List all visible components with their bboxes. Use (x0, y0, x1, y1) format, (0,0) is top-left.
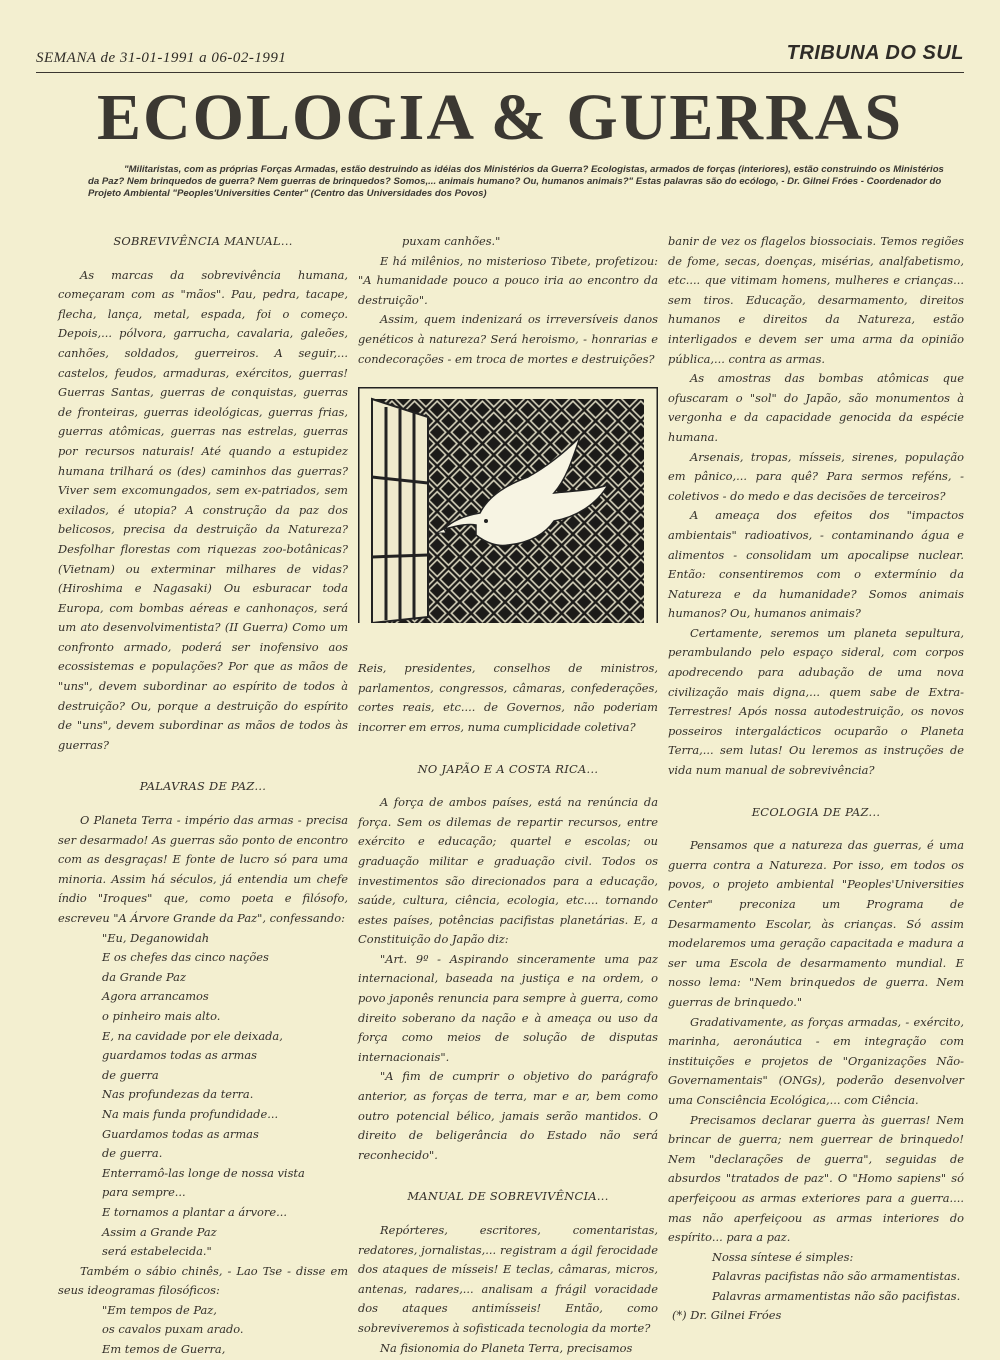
paragraph: As amostras das bombas atômicas que ofuscaram o "sol" do Japão, são monumentos à vergonha e da capacidade genocida da espécie humana. (668, 371, 964, 444)
paragraph: Na fisionomia do Planeta Terra, precisamos (380, 1340, 633, 1355)
poem-line: E os chefes das cinco nações (102, 950, 269, 965)
newspaper-brand: TRIBUNA DO SUL (786, 42, 964, 64)
paragraph: Certamente, seremos um planeta sepultura, perambulando pelo espaço sideral, com corpos apodrecendo para adubação de uma nova civilização mais digna,... quem sabe de Extra-Terrestres! Após nossa autodestruição, os novos posseiros intergalácticos ocuparão o Planeta Terra,... sem lutas! Ou leremos as instruções de vida num manual de sobrevivência? (668, 625, 964, 778)
author-signature: (*) Dr. Gilnei Fróes (672, 1308, 782, 1323)
section-heading-sobrevivencia-manual: SOBREVIVÊNCIA MANUAL... (113, 234, 293, 248)
section-heading-manual-sobrevivencia: MANUAL DE SOBREVIVÊNCIA... (407, 1189, 609, 1204)
poem-line: guardamos todas as armas (102, 1048, 257, 1063)
paragraph: Também o sábio chinês, - Lao Tse - disse em seus ideogramas filosóficos: (58, 1263, 348, 1298)
poem-line: Nas profundezas da terra. (102, 1087, 254, 1102)
section-heading-palavras-de-paz: PALAVRAS DE PAZ... (139, 779, 267, 794)
paragraph: E há milênios, no misterioso Tibete, profetizou: "A humanidade pouco a pouco iria ao encontro da destruição". (358, 253, 658, 307)
poem-line: Na mais funda profundidade... (102, 1106, 279, 1121)
paragraph: Arsenais, tropas, mísseis, sirenes, população em pânico,... para quê? Para sermos reféns, - coletivos - do medo e das decisões de terceiros? (668, 449, 964, 503)
paragraph: banir de vez os flagelos biossociais. Temos regiões de fome, secas, doenças, misérias, analfabetismo, etc.... que vitimam homens, mulheres e crianças... sem tiros. Educação, desarmamento, direitos humanos e direitos da Natureza, estão interligados e devem ser uma arma da opinião pública,... contra as armas. (668, 234, 964, 366)
poem-line: de guerra. (102, 1146, 163, 1161)
poem-line: de guerra (102, 1067, 159, 1082)
poem-line: os cavalos puxam arado. (102, 1322, 244, 1337)
paragraph: Reis, presidentes, conselhos de ministros, parlamentos, congressos, câmaras, confederações, cortes reais, etc.... de Governos, não poderiam incorrer em erros, numa cumplicidade coletiva? (358, 661, 658, 734)
paragraph: A força de ambos países, está na renúncia da força. Sem os dilemas de repartir recursos, entre exército e educação; quartel e escolas; ou graduação militar e graduação civil. Todos os investimentos são direcionados para a educação, saúde, cultura, ciência, ecologia, etc.... tornando estes países, potências pacifistas planetárias. E, a Constituição do Japão diz: (358, 795, 658, 947)
poem-line: "Em tempos de Paz, (102, 1302, 217, 1317)
paragraph: puxam canhões." (402, 234, 501, 248)
poem-line: para sempre... (102, 1185, 186, 1200)
paragraph: Repórteres, escritores, comentaristas, redatores, jornalistas,... registram a ágil ferocidade dos ataques de mísseis! E teclas, câmaras, micros, antenas, radares,... analisam a frágil voracidade dos ataques antimísseis! Então, como sobreviveremos à sofisticada tecnologia da morte? (358, 1223, 658, 1335)
paragraph: Precisamos declarar guerra às guerras! Nem brincar de guerra; nem guerrear de brinquedo! Nem "declarações de guerra", seguidas de absurdos "tratados de paz". O "Homo sapiens" só aperfeiçoou as armas exteriores para a guerra.... mas não aperfeiçoou as armas interiores do espírito... para a paz. (668, 1112, 964, 1245)
section-heading-japao-costa-rica: NO JAPÃO E A COSTA RICA... (417, 761, 599, 776)
column-1 (58, 232, 348, 1360)
poem (58, 929, 348, 1262)
column-3 (668, 232, 964, 1326)
poem-line: será estabelecida." (102, 1244, 212, 1259)
closing-line: Palavras armamentistas não são pacifistas. (712, 1288, 961, 1303)
paragraph: A ameaça dos efeitos dos "impactos ambientais" radioativos, - contaminando água e alimentos - consolidam um apocalipse nuclear. Então: consentiremos com o extermínio da Natureza e da humanidade? Somos animais humanos? Ou, humanos animais? (668, 508, 964, 621)
poem-line: E tornamos a plantar a árvore... (102, 1204, 287, 1219)
poem-line: Agora arrancamos (102, 989, 209, 1004)
poem-line: "Eu, Deganowidah (102, 930, 210, 945)
column-2 (358, 232, 658, 1358)
header-rule (36, 72, 964, 73)
paragraph: Pensamos que a natureza das guerras, é uma guerra contra a Natureza. Por isso, em todos os povos, o projeto ambiental "Peoples'Universities Center" preconiza um Programa de Desarmamento Escolar, às crianças. Só assim modelaremos uma geração capacitada e madura a ser uma Escola de desarmamento mundial. E nosso lema: "Nem brinquedos de guerra. Nem guerras de brinquedo." (668, 838, 964, 1009)
poem-line: o pinheiro mais alto. (102, 1008, 221, 1023)
poem-line: Assim a Grande Paz (102, 1224, 217, 1239)
poem-line: da Grande Paz (102, 969, 186, 984)
dove-fence-illustration (358, 387, 658, 635)
paragraph: "Art. 9º - Aspirando sinceramente uma paz internacional, baseada na justiça e na ordem, o povo japonês renuncia para sempre à guerra, como direito soberano da nação e à ameaça ou uso da força como meios de solução de disputas internacionais". (358, 951, 658, 1064)
poem-line: Em temos de Guerra, (102, 1342, 226, 1357)
article-title: ECOLOGIA & GUERRAS (96, 81, 904, 154)
paragraph: Assim, quem indenizará os irreversíveis danos genéticos à natureza? Será heroismo, - honrarias e condecorações - em troca de mortes e destruições? (358, 312, 658, 366)
issue-date: SEMANA de 31-01-1991 a 06-02-1991 (36, 50, 287, 66)
dove-behind-fence-image (358, 387, 658, 635)
paragraph: "A fim de cumprir o objetivo do parágrafo anterior, as forças de terra, mar e ar, bem como outro potencial bélico, jamais serão mantidos. O direito de beligerância do Estado não será reconhecido". (358, 1069, 658, 1162)
article-intro: "Militaristas, com as próprias Forças Armadas, estão destruindo as idéias dos Ministérios da Guerra? Ecologistas, armados de forças (interiores), estão construindo os Ministérios da Paz? Nem brinquedos de guerra? Nem guerras de brinquedos? Somos,... animais humano? Ou, humanos animais?" Estas palavras são do ecólogo, - Dr. Gilnei Fróes - Coordenador do Projeto Ambiental "Peoples'Universities Center" (Centro das Universidades dos Povos) (88, 164, 944, 199)
section-heading-ecologia-de-paz: ECOLOGIA DE PAZ... (751, 804, 881, 819)
paragraph: Nossa síntese é simples: (712, 1249, 854, 1264)
poem-line: Guardamos todas as armas (102, 1126, 259, 1141)
poem-line: Enterramô-las longe de nossa vista (102, 1165, 305, 1180)
poem-line: E, na cavidade por ele deixada, (102, 1028, 283, 1043)
paragraph: As marcas da sobrevivência humana, começaram com as "mãos". Pau, pedra, tacape, flecha, lança, metal, espada, foi o começo. Depois,... pólvora, garrucha, cavalaria, galeões, canhões, soldados, guerreiros. A seguir,... castelos, feudos, armaduras, exércitos, guerras! Guerras Santas, guerras de conquistas, guerras de fronteiras, guerras ideológicas, guerras frias, guerras atômicas, guerras nas estrelas, guerras por recursos naturais! Até quando a estupidez humana trilhará os (des) caminhos das guerras? Viver sem excomungados, sem ex-patriados, sem exilados, é utopia? A construção da paz dos belicosos, precisa da destruição da Natureza? Desfolhar florestas com riquezas zoo-botânicas? (Vietnam) ou exterminar milhares de vidas? (Hiroshima e Nagasaki) Ou esburacar toda Europa, com bombas aéreas e canhonaços, será um ato desenvolvimentista? (II Guerra) Como um confronto armado, poderá ser inofensivo aos ecossistemas e populações? Por que as mãos de "uns", devem subordinar ao espírito de todos à destruição? Ou, porque a destruição do espírito de "uns", devem subordinar as mãos de todos às guerras? (58, 267, 348, 752)
closing-line: Palavras pacifistas não são armamentistas. (712, 1269, 961, 1284)
paragraph: Gradativamente, as forças armadas, - exército, marinha, aeronáutica - em integração com instituições e projetos de "Organizações Não-Governamentais" (ONGs), poderão desenvolver uma Consciência Ecológica,... com Ciência. (668, 1014, 964, 1107)
paragraph: O Planeta Terra - império das armas - precisa ser desarmado! As guerras são ponto de encontro com as desgraças! E fonte de lucro só para uma minoria. Assim há séculos, já entendia um chefe índio "Iroques" que, como poeta e filósofo, escreveu "A Árvore Grande da Paz", confessando: (58, 813, 348, 925)
